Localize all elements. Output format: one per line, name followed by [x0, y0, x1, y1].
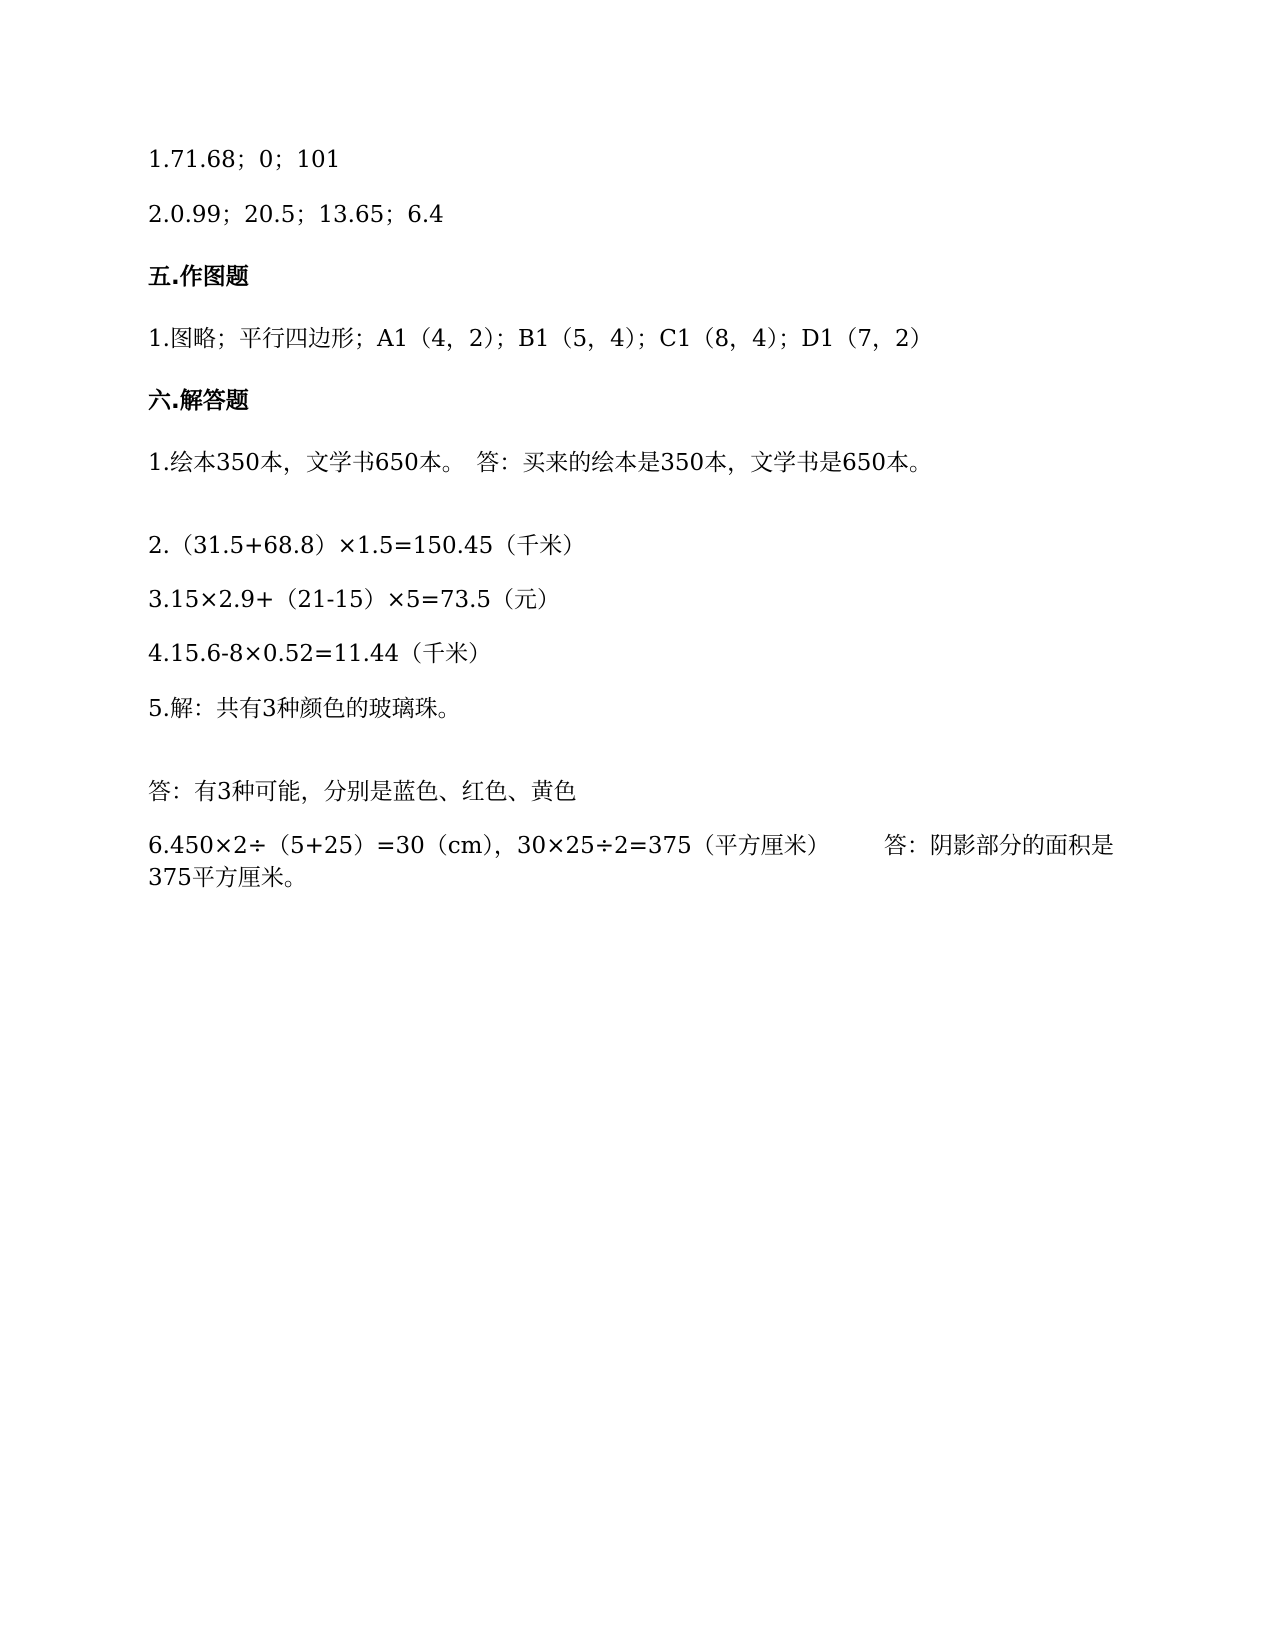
section-heading-drawing: 五.作图题 — [148, 264, 249, 290]
answer-line-1: 1.71.68；0；101 — [148, 147, 341, 173]
solution-answer-4: 4.15.6-8×0.52=11.44（千米） — [148, 641, 492, 667]
answer-line-2: 2.0.99；20.5；13.65；6.4 — [148, 202, 444, 228]
solution-answer-3: 3.15×2.9+（21-15）×5=73.5（元） — [148, 587, 561, 613]
solution-answer-6-conclusion: 答：阴影部分的面积是375平方厘米。 — [148, 833, 1114, 891]
solution-answer-5-conclusion: 答：有3种可能，分别是蓝色、红色、黄色 — [148, 779, 577, 805]
solution-answer-6 — [148, 830, 1128, 894]
drawing-answer-1: 1.图略；平行四边形；A1（4，2）；B1（5，4）；C1（8，4）；D1（7，2） — [148, 326, 933, 352]
solution-answer-2: 2.（31.5+68.8）×1.5=150.45（千米） — [148, 533, 586, 559]
section-heading-solutions: 六.解答题 — [148, 388, 249, 414]
solution-answer-1: 1.绘本350本，文学书650本。 答：买来的绘本是350本，文学书是650本。 — [148, 450, 933, 476]
solution-answer-5: 5.解：共有3种颜色的玻璃珠。 — [148, 696, 461, 722]
solution-answer-6-calculation: 6.450×2÷（5+25）=30（cm），30×25÷2=375（平方厘米） — [148, 833, 830, 859]
